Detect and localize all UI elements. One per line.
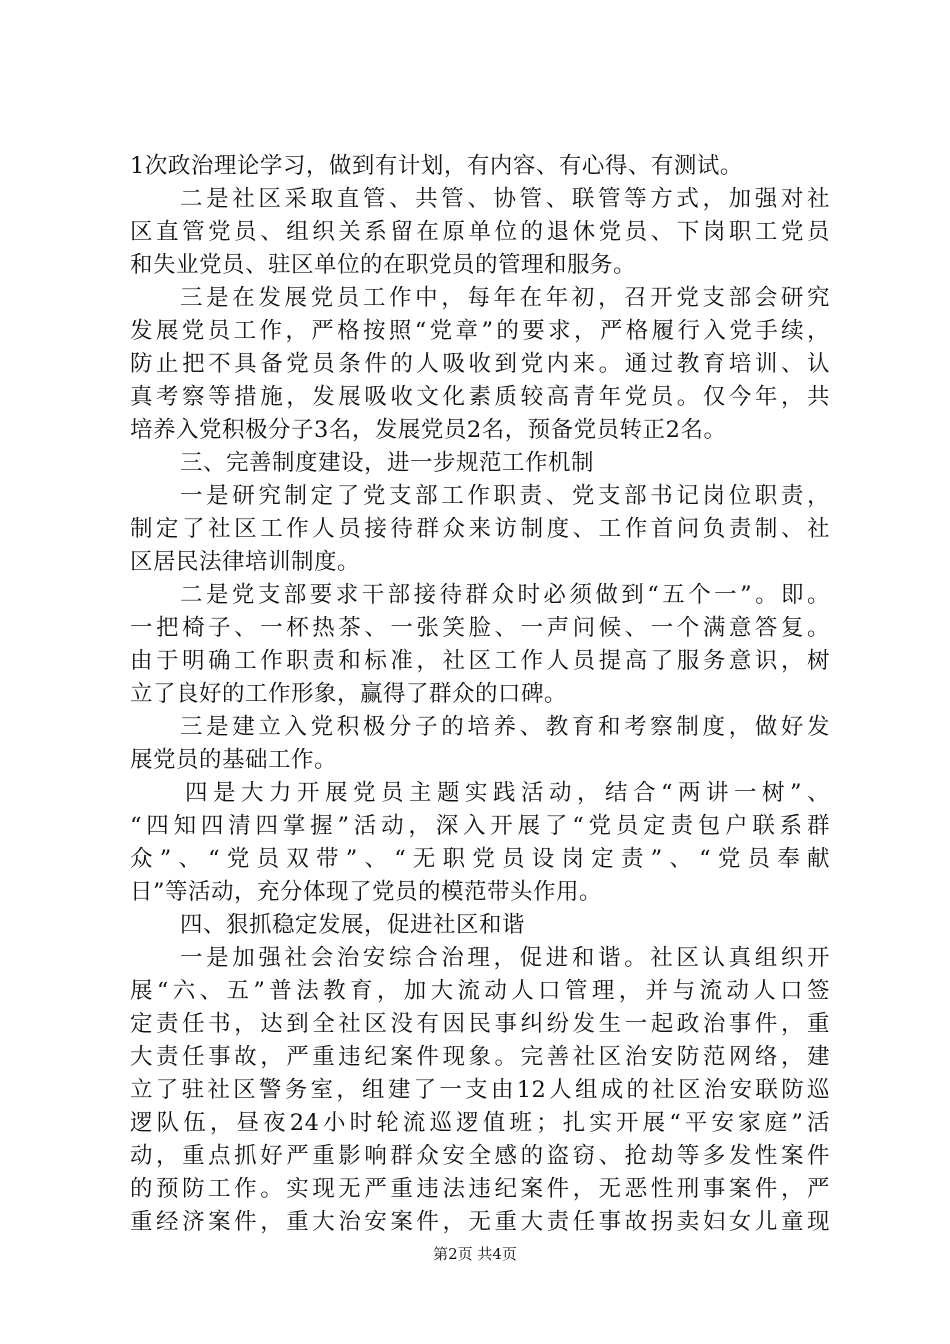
text-line: 大责任事故，严重违纪案件现象。完善社区治安防范网络，建: [130, 1044, 830, 1070]
text-line: 1次政治理论学习，做到有计划，有内容、有心得、有测试。: [130, 153, 743, 179]
text-line: 三是在发展党员工作中，每年在年初，召开党支部会研究: [180, 285, 830, 311]
page-number-label: 第2页 共4页: [433, 1245, 517, 1263]
text-line: 和失业党员、驻区单位的在职党员的管理和服务。: [130, 252, 637, 278]
text-line: 动，重点抓好严重影响群众安全感的盗窃、抢劫等多发性案件: [130, 1143, 830, 1169]
text-line: 的预防工作。实现无严重违法违纪案件，无恶性刑事案件，严: [130, 1176, 830, 1202]
text-line: 立了良好的工作形象，赢得了群众的口碑。: [130, 681, 568, 707]
text-line: 制定了社区工作人员接待群众来访制度、工作首问负责制、社: [130, 516, 830, 542]
text-line: 展“六、五”普法教育，加大流动人口管理，并与流动人口签: [130, 978, 830, 1004]
text-line: 四是大力开展党员主题实践活动，结合“两讲一树”、: [185, 780, 830, 806]
text-line: 重经济案件，重大治安案件，无重大责任事故拐卖妇女儿童现: [130, 1209, 830, 1235]
text-line: 一把椅子、一杯热茶、一张笑脸、一声问候、一个满意答复。: [130, 615, 830, 641]
text-line: 定责任书，达到全社区没有因民事纠纷发生一起政治事件，重: [130, 1011, 830, 1037]
text-line: 三是建立入党积极分子的培养、教育和考察制度，做好发: [180, 714, 830, 740]
text-line: 一是研究制定了党支部工作职责、党支部书记岗位职责，: [180, 483, 830, 509]
section-heading: 三、完善制度建设，进一步规范工作机制: [180, 450, 595, 476]
text-line: 众”、“党员双带”、“无职党员设岗定责”、“党员奉献: [130, 846, 830, 872]
text-line: 二是社区采取直管、共管、协管、联管等方式，加强对社: [180, 186, 830, 212]
text-line: 防止把不具备党员条件的人吸收到党内来。通过教育培训、认: [130, 351, 830, 377]
text-line: 区直管党员、组织关系留在原单位的退休党员、下岗职工党员: [130, 219, 830, 245]
text-line: 区居民法律培训制度。: [130, 549, 361, 575]
text-line: 二是党支部要求干部接待群众时必须做到“五个一”。即。: [180, 582, 830, 608]
section-heading: 四、狠抓稳定发展，促进社区和谐: [180, 912, 526, 938]
text-line: 日”等活动，充分体现了党员的模范带头作用。: [130, 879, 603, 905]
text-line: 培养入党积极分子3名，发展党员2名，预备党员转正2名。: [130, 417, 727, 443]
text-line: 立了驻社区警务室，组建了一支由12人组成的社区治安联防巡: [130, 1077, 830, 1103]
text-line: 展党员的基础工作。: [130, 747, 338, 773]
text-line: 一是加强社会治安综合治理，促进和谐。社区认真组织开: [180, 945, 830, 971]
text-line: “四知四清四掌握”活动，深入开展了“党员定责包户联系群: [130, 813, 830, 839]
document-body: [130, 150, 830, 1239]
page-footer: [0, 1244, 950, 1264]
text-line: 由于明确工作职责和标准，社区工作人员提高了服务意识，树: [130, 648, 830, 674]
text-line: 逻队伍，昼夜24小时轮流巡逻值班；扎实开展“平安家庭”活: [130, 1110, 830, 1136]
text-line: 真考察等措施，发展吸收文化素质较高青年党员。仅今年，共: [130, 384, 830, 410]
text-line: 发展党员工作，严格按照“党章”的要求，严格履行入党手续，: [130, 318, 830, 344]
